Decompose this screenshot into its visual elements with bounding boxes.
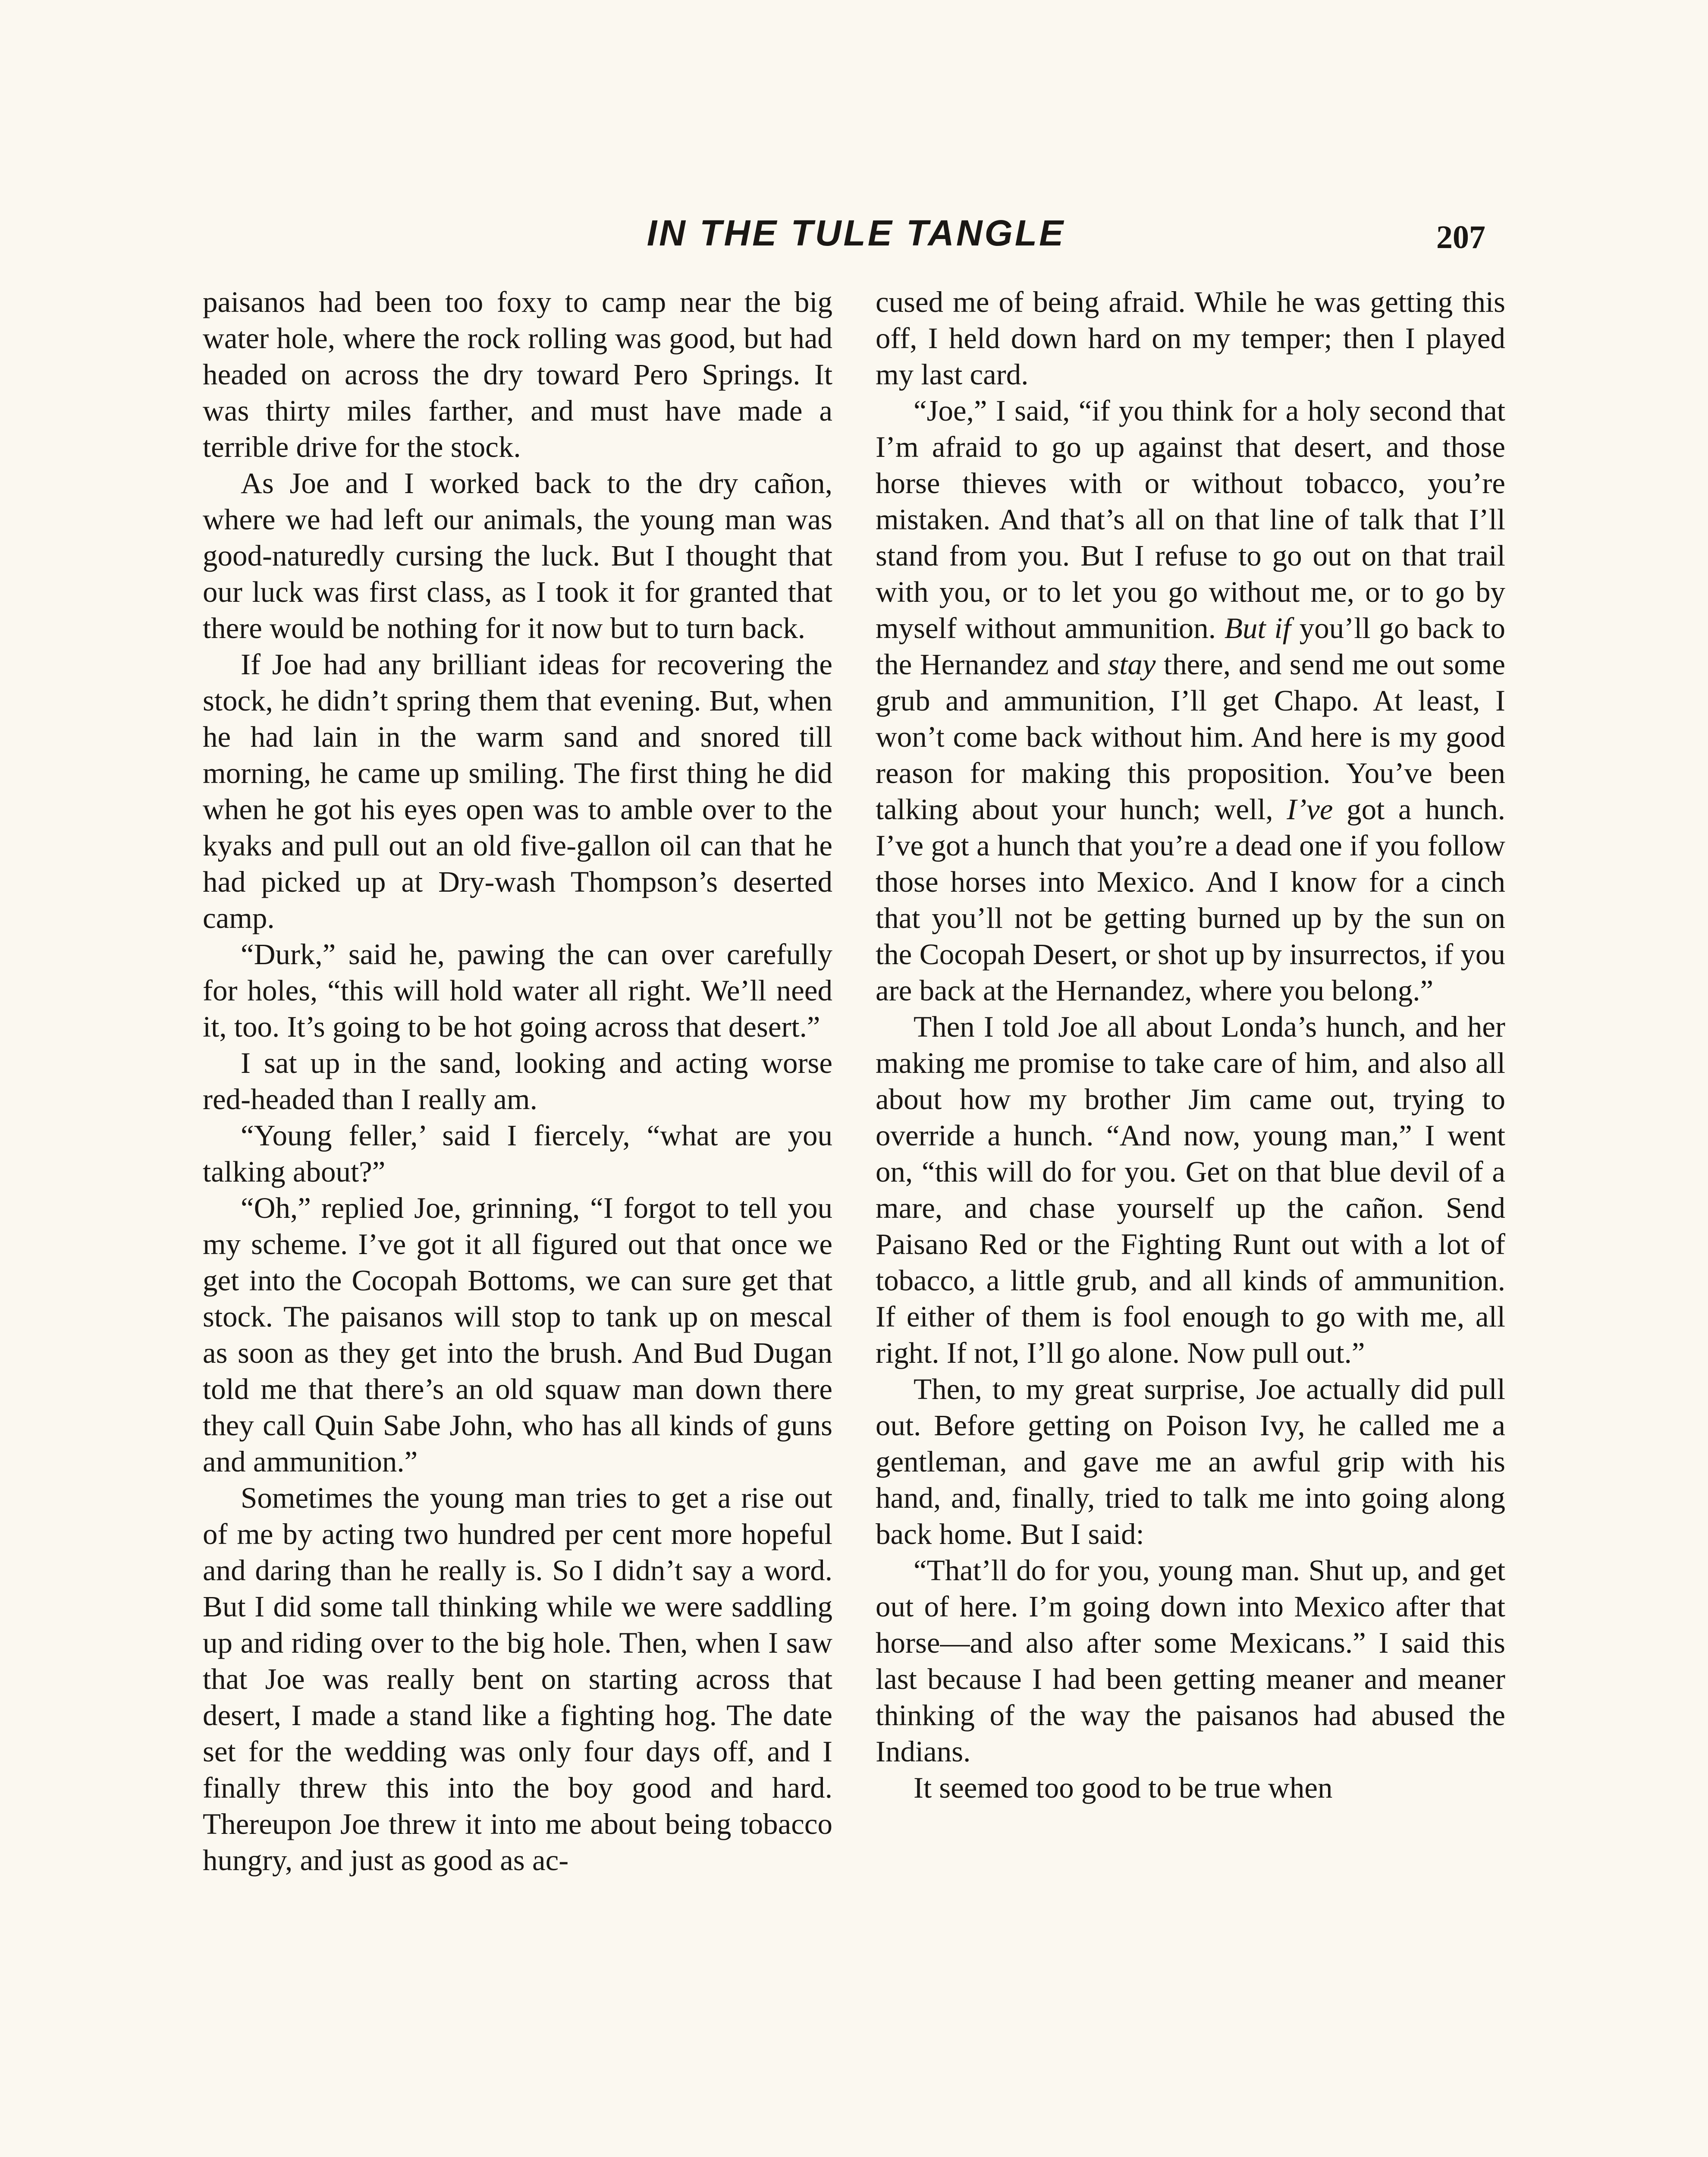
paragraph: “Oh,” replied Joe, grinning, “I forgot to tell you my scheme. I’ve got it all figured out that once we get into the Cocopah Bottoms, we can sure get that stock. The paisanos will stop to tank up on mescal as soon as they get into the brush. And Bud Dugan told me that there’s an old squaw man down there they call Quin Sabe John, who has all kinds of guns and ammunition.” <box>203 1192 832 1478</box>
paragraph-text: you’ll go back to the Hernandez and <box>876 612 1505 681</box>
paragraph: If Joe had any brilliant ideas for recovering the stock, he didn’t spring them that evening. But, when he had lain in the warm sand and snored till morning, he came up smiling. The first thing he did when he got his eyes open was to amble over to the kyaks and pull out an old five-gallon oil can that he had picked up at Dry-wash Thompson’s deserted camp. <box>203 648 832 934</box>
right-column <box>876 284 1505 2157</box>
paragraph: I sat up in the sand, looking and acting worse red-headed than I really am. <box>203 1047 832 1116</box>
left-column <box>203 284 832 2157</box>
paragraph: It seemed too good to be true when <box>914 1771 1333 1804</box>
paragraph: “That’ll do for you, young man. Shut up, and get out of here. I’m going down into Mexico after that horse—and also after some Mexicans.” I said this last because I had been getting meaner and meaner thinking of the way the paisanos had abused the Indians. <box>876 1554 1505 1768</box>
paragraph-text: there, and send me out some grub and ammunition, I’ll get Chapo. At least, I won’t come back without him. And here is my good reason for making this proposition. You’ve been talking about your hunch; well, <box>876 648 1506 826</box>
paragraph: As Joe and I worked back to the dry cañon, where we had left our animals, the young man was good-naturedly cursing the luck. But I thought that our luck was first class, as I took it for granted that there would be nothing for it now but to turn back. <box>203 467 832 645</box>
running-title: IN THE TULE TANGLE <box>647 213 1066 253</box>
emphasis-text: I’ve <box>1287 793 1333 826</box>
paragraph: paisanos had been too foxy to camp near the big water hole, where the rock rolling was good, but had headed on across the dry toward Pero Springs. It was thirty miles farther, and must have made a terrible drive for the stock. <box>203 286 832 463</box>
page-header <box>0 207 1708 259</box>
paragraph: “Young feller,’ said I fiercely, “what are you talking about?” <box>203 1119 832 1188</box>
paragraph: Then, to my great surprise, Joe actually did pull out. Before getting on Poison Ivy, he called me a gentleman, and gave me an awful grip with his hand, and, finally, tried to talk me into going along back home. But I said: <box>876 1373 1505 1550</box>
paragraph: cused me of being afraid. While he was getting this off, I held down hard on my temper; then I played my last card. <box>876 286 1505 391</box>
emphasis-text: But if <box>1224 612 1291 645</box>
emphasis-text: stay <box>1108 648 1156 681</box>
page-number: 207 <box>1436 219 1485 255</box>
paragraph-text: “Joe,” I said, “if you think for a holy second that I’m afraid to go up against that desert, and those horse thieves with or without tobacco, you’re mistaken. And that’s all on that line of talk that I’ll stand from you. But I refuse to go out on that trail with you, or to let you go without me, or to go by myself without ammunition. <box>876 394 1505 645</box>
paragraph: Sometimes the young man tries to get a rise out of me by acting two hundred per cent more hopeful and daring than he really is. So I didn’t say a word. But I did some tall thinking while we were saddling up and riding over to the big hole. Then, when I saw that Joe was really bent on starting across that desert, I made a stand like a fighting hog. The date set for the wedding was only four days off, and I finally threw this into the boy good and hard. Thereupon Joe threw it into me about being tobacco hungry, and just as good as ac- <box>203 1481 832 1877</box>
paragraph-text: got a hunch. I’ve got a hunch that you’re a dead one if you follow those horses into Mexico. And I know for a cinch that you’ll not be getting burned up by the sun on the Cocopah Desert, or shot up by insurrectos, if you are back at the Hernandez, where you belong.” <box>876 793 1506 1007</box>
paragraph: “Durk,” said he, pawing the can over carefully for holes, “this will hold water all right. We’ll need it, too. It’s going to be hot going across that desert.” <box>203 938 832 1043</box>
paragraph: Then I told Joe all about Londa’s hunch, and her making me promise to take care of him, and also all about how my brother Jim came out, trying to override a hunch. “And now, young man,” I went on, “this will do for you. Get on that blue devil of a mare, and chase yourself up the cañon. Send Paisano Red or the Fighting Runt out with a lot of tobacco, a little grub, and all kinds of ammunition. If either of them is fool enough to go with me, all right. If not, I’ll go alone. Now pull out.” <box>876 1010 1505 1369</box>
paragraph <box>876 393 1505 1009</box>
